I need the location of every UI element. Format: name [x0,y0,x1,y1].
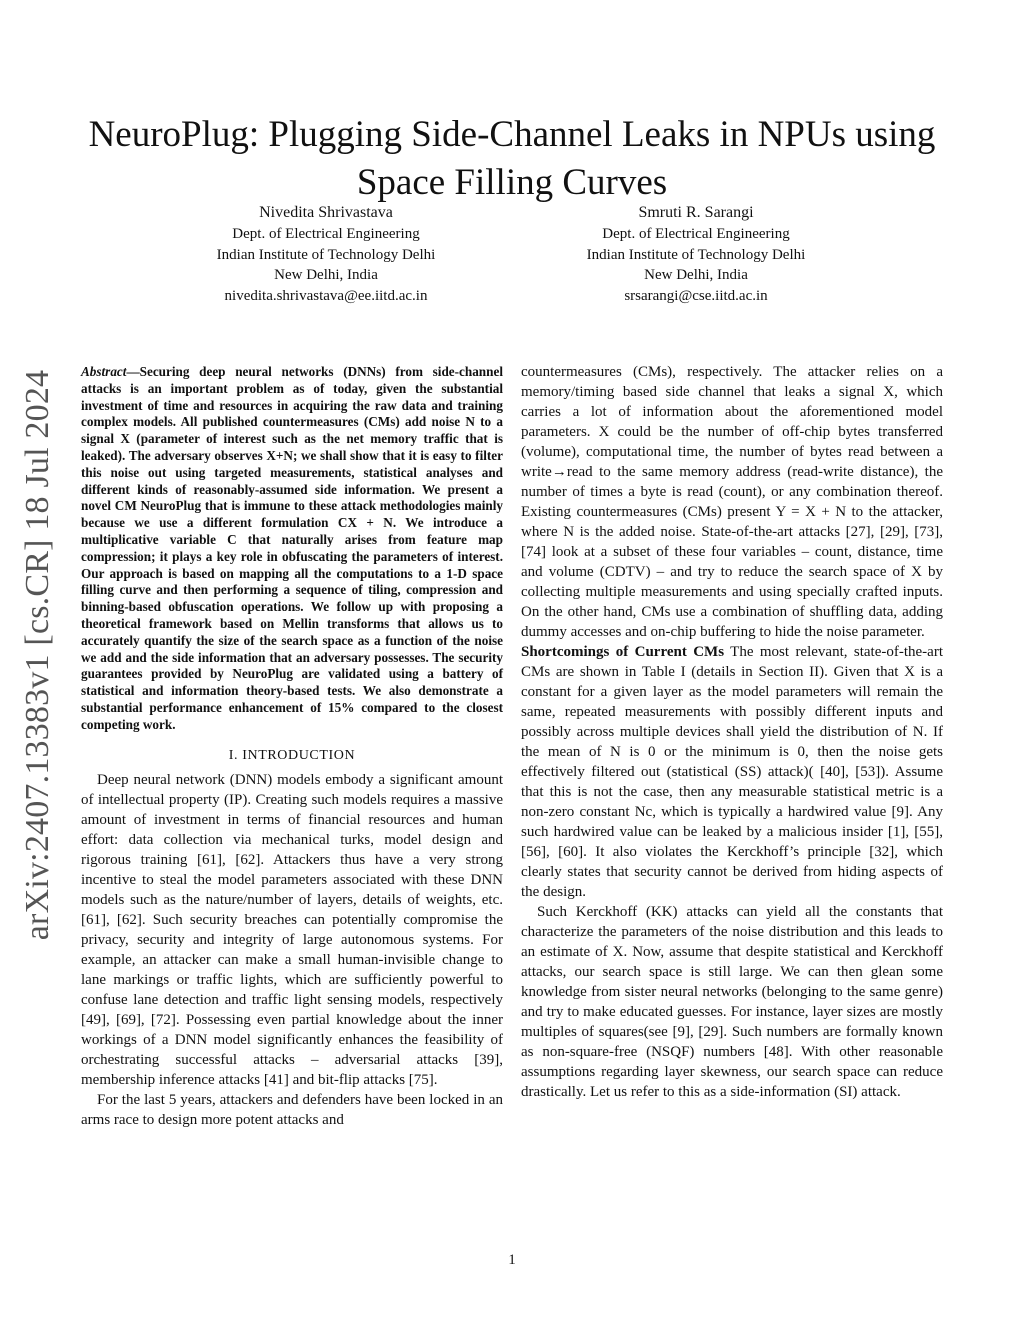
author-name: Nivedita Shrivastava [259,204,393,221]
right-column [521,362,943,1102]
author-name: Smruti R. Sarangi [638,204,754,221]
arxiv-identifier [8,360,68,950]
author-location: New Delhi, India [274,267,378,284]
author-institute: Indian Institute of Technology Delhi [586,246,806,263]
abstract [81,364,503,734]
author-location: New Delhi, India [644,267,748,284]
paper-title: NeuroPlug: Plugging Side-Channel Leaks in NPUs using Space Filling Curves [88,113,936,203]
section-heading-introduction: I. INTRODUCTION [228,747,356,763]
right-paragraph-2 [521,642,943,902]
intro-paragraph-2: For the last 5 years, attackers and defenders have been locked in an arms race to design more potent attacks and [81,1091,503,1128]
right-paragraph-3: Such Kerckhoff (KK) attacks can yield all the constants that characterize the parameters of the noise distribution and this leads to an estimate of X. Now, assume that despite statistical and Kerckhoff attacks, our search space is still large. We can then glean some knowledge from sister neural networks (belonging to the same genre) and try to make educated guesses. For instance, layer sizes are mostly multiples of squares(see [9], [29]. Such numbers are formally known as non-square-free (NSQF) numbers [48]. With other reasonable assumptions regarding layer skewness, our search space can reduce drastically. Let us refer to this as a side-information (SI) attack. [521,904,943,1100]
page-number: 1 [508,1252,516,1268]
author-block-1 [161,203,491,307]
right-paragraph-1: countermeasures (CMs), respectively. The attacker relies on a memory/timing based side channel that leaks a signal X, which carries a lot of information about the aforementioned model parameters. X could be the number of off-chip bytes transferred (volume), computational time, the number of bytes read between a write→read to the same memory address (read-write distance), the number of times a byte is read (count), or any combination thereof. Existing countermeasures (CMs) present Y = X + N to the attacker, where N is the added noise. State-of-the-art attacks [27], [29], [73], [74] look at a subset of these four variables – count, distance, time and volume (CDTV) – and try to reduce the search space of X by collecting multiple measurements and using specially crafted inputs. On the other hand, CMs use a combination of shuffling data, adding dummy accesses and on-chip buffering to hide the noise parameter. [521,364,943,640]
right-paragraph-2-text: The most relevant, state-of-the-art CMs are shown in Table I (details in Section II). Given that X is a constant for a given layer as the model parameters will remain the same, repeated measurements with possibly different inputs and possibly across multiple devices shall yield the distribution of N. If the mean of N is 0 or the minimum is 0, then the noise gets effectively filtered out (statistical (SS) attack)( [40], [53]). Assume that this is not the case, then any measurable statistical metric is a non-zero constant Nc, which is typically a hardwired value [9]. Any such hardwired value can be leaked by a malicious insider [1], [55], [56], [60]. It also violates the Kerckhoff’s principle [32], which clearly states that security cannot be derived from hiding aspects of the design. [521,644,943,900]
abstract-text: —Securing deep neural networks (DNNs) from side-channel attacks is an important problem as of today, given the substantial investment of time and resources in acquiring the raw data and training complex models. All published countermeasures (CMs) add noise N to a signal X (parameter of interest such as the net memory traffic that is leaked). The adversary observes X+N; we shall show that it is easy to filter this noise out using targeted measurements, statistical analyses and different kinds of reasonably-assumed side information. We present a novel CM NeuroPlug that is immune to these attack methodologies mainly because we use a different formulation CX + N. We introduce a multiplicative variable C that naturally arises from feature map compression; it plays a key role in obfuscating the parameters of interest. Our approach is based on mapping all the computations to a 1-D space filling curve and then performing a sequence of tiling, compression and binning-based obfuscation operations. We follow up with proposing a theoretical framework based on Mellin transforms that allows us to accurately quantify the size of the search space as a function of the noise we add and the side information that an adversary possesses. The security guarantees provided by NeuroPlug are validated using a battery of statistical and information theory-based tests. We also demonstrate a substantial performance enhancement of 15% compared to the closest competing work. [81,364,503,732]
author-block-2 [531,203,861,307]
author-email: nivedita.shrivastava@ee.iitd.ac.in [224,288,428,305]
author-dept: Dept. of Electrical Engineering [602,225,790,242]
abstract-label: Abstract [81,364,127,379]
author-email: srsarangi@cse.iitd.ac.in [624,288,768,305]
author-dept: Dept. of Electrical Engineering [232,225,420,242]
intro-paragraph-1: Deep neural network (DNN) models embody a significant amount of intellectual property (IP). Creating such models requires a massive amount of investment in terms of financial resources and human effort: data collection via mechanical turks, model design and rigorous training [61], [62]. Attackers thus have a very strong incentive to steal the model parameters associated with these DNN models such as the nature/number of layers, details of weights, etc. [61], [62]. Such security breaches can potentially compromise the privacy, security and integrity of large autonomous systems. For example, an attacker can make a small human-invisible change to lane markings or traffic lights, which are sufficiently powerful to confuse lane detection and traffic light sensing models, respectively [49], [69], [72]. Possessing even partial knowledge about the inner workings of a DNN model significantly enhances the feasibility of orchestrating successful attacks – adversarial attacks [39], membership inference attacks [41] and bit-flip attacks [75]. [81,771,503,1088]
author-institute: Indian Institute of Technology Delhi [216,246,436,263]
arxiv-id-text: arXiv:2407.13383v1 [cs.CR] 18 Jul 2024 [19,369,56,941]
run-in-heading: Shortcomings of Current CMs [521,644,725,660]
left-column [81,364,503,1130]
